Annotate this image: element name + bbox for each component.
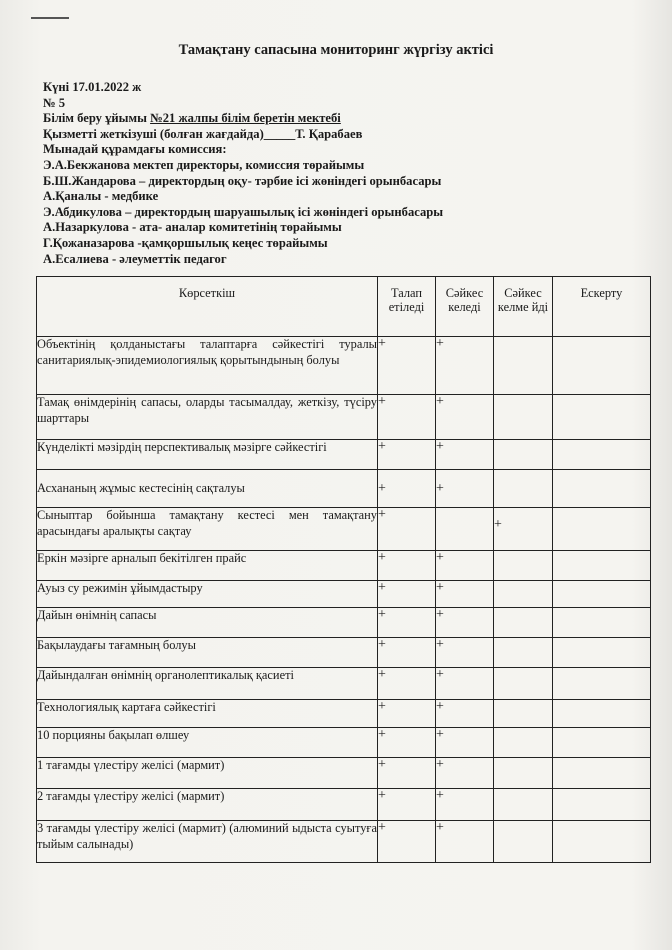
header-compliant: Сәйкес келеді (436, 277, 494, 337)
indicator-cell: Сыныптар бойынша тамақтану кестесі мен тамақтану арасындағы аралықты сақтау (37, 508, 378, 551)
scan-mark (31, 17, 69, 19)
noncompliant-cell (494, 789, 553, 821)
note-cell (553, 668, 651, 700)
indicator-cell: Еркін мәзірге арналып бекітілген прайс (37, 551, 378, 581)
institution-line (43, 111, 443, 127)
compliant-cell: + (436, 440, 494, 470)
header-required: Талап етіледі (378, 277, 436, 337)
note-cell (553, 789, 651, 821)
table-row (37, 608, 651, 638)
noncompliant-cell (494, 581, 553, 608)
compliant-cell: + (436, 789, 494, 821)
noncompliant-cell (494, 758, 553, 789)
required-cell: + (378, 395, 436, 440)
table-row (37, 551, 651, 581)
commission-member: Г.Қожаназарова -қамқоршылық кеңес төрайымы (43, 235, 328, 250)
noncompliant-cell (494, 395, 553, 440)
header-note: Ескерту (553, 277, 651, 337)
commission-member: Э.А.Бекжанова мектеп директоры, комиссия төрайымы (43, 157, 365, 172)
table-row (37, 337, 651, 395)
required-cell: + (378, 668, 436, 700)
compliant-cell (436, 508, 494, 551)
table-row (37, 440, 651, 470)
number-line: № 5 (43, 95, 66, 110)
noncompliant-cell (494, 551, 553, 581)
supplier-value: Т. Қарабаев (295, 126, 363, 141)
indicator-cell: Асхананың жұмыс кестесінің сақталуы (37, 470, 378, 508)
table-row (37, 668, 651, 700)
table-row (37, 758, 651, 789)
indicator-cell: 10 порцияны бақылап өлшеу (37, 728, 378, 758)
monitoring-table (36, 276, 651, 863)
commission-member: А.Қаналы - медбике (43, 189, 159, 204)
compliant-cell: + (436, 581, 494, 608)
table-row (37, 395, 651, 440)
header-noncompliant: Сәйкес келме йді (494, 277, 553, 337)
note-cell (553, 395, 651, 440)
table-row (37, 581, 651, 608)
document-title: Тамақтану сапасына мониторинг жүргізу актісі (178, 42, 494, 58)
commission-intro: Мынадай құрамдағы комиссия: (43, 142, 227, 157)
required-cell: + (378, 440, 436, 470)
compliant-cell: + (436, 700, 494, 728)
note-cell (553, 337, 651, 395)
required-cell: + (378, 337, 436, 395)
note-cell (553, 470, 651, 508)
table-row (37, 789, 651, 821)
note-cell (553, 638, 651, 668)
required-cell: + (378, 581, 436, 608)
act-header (43, 80, 443, 267)
note-cell (553, 440, 651, 470)
header-indicator: Көрсеткіш (37, 277, 378, 337)
noncompliant-cell (494, 608, 553, 638)
note-cell (553, 821, 651, 863)
indicator-cell: Ауыз су режимін ұйымдастыру (37, 581, 378, 608)
required-cell: + (378, 551, 436, 581)
noncompliant-cell (494, 638, 553, 668)
table-header-row (37, 277, 651, 337)
table-row (37, 728, 651, 758)
required-cell: + (378, 789, 436, 821)
commission-member: А.Есалиева - әлеуметтік педагог (43, 251, 227, 266)
indicator-cell: Бақылаудағы тағамның болуы (37, 638, 378, 668)
indicator-cell: 3 тағамды үлестіру желісі (мармит) (алюминий ыдыста суытуға тыйым салынады) (37, 821, 378, 863)
required-cell: + (378, 638, 436, 668)
compliant-cell: + (436, 337, 494, 395)
required-cell: + (378, 508, 436, 551)
indicator-cell: Тамақ өнімдерінің сапасы, оларды тасымалдау, жеткізу, түсіру шарттары (37, 395, 378, 440)
compliant-cell: + (436, 821, 494, 863)
note-cell (553, 551, 651, 581)
compliant-cell: + (436, 728, 494, 758)
commission-member: А.Назаркулова - ата- аналар комитетінің төрайымы (43, 220, 342, 235)
note-cell (553, 700, 651, 728)
indicator-cell: Технологиялық картаға сәйкестігі (37, 700, 378, 728)
table-row (37, 821, 651, 863)
table-row (37, 638, 651, 668)
required-cell: + (378, 608, 436, 638)
noncompliant-cell (494, 337, 553, 395)
compliant-cell: + (436, 470, 494, 508)
noncompliant-cell (494, 668, 553, 700)
indicator-cell: 2 тағамды үлестіру желісі (мармит) (37, 789, 378, 821)
required-cell: + (378, 700, 436, 728)
required-cell: + (378, 758, 436, 789)
compliant-cell: + (436, 668, 494, 700)
supplier-label: Қызметті жеткізуші (болған жағдайда) (43, 126, 264, 141)
supplier-line (43, 127, 443, 143)
compliant-cell: + (436, 608, 494, 638)
table-row (37, 700, 651, 728)
indicator-cell: 1 тағамды үлестіру желісі (мармит) (37, 758, 378, 789)
compliant-cell: + (436, 758, 494, 789)
compliant-cell: + (436, 551, 494, 581)
date-line: Күні 17.01.2022 ж (43, 80, 142, 94)
compliant-cell: + (436, 638, 494, 668)
indicator-cell: Күнделікті мәзірдің перспективалық мәзірге сәйкестігі (37, 440, 378, 470)
supplier-blank: _____ (263, 126, 296, 141)
noncompliant-cell (494, 700, 553, 728)
note-cell (553, 728, 651, 758)
institution-label: Білім беру ұйымы (43, 111, 147, 126)
required-cell: + (378, 470, 436, 508)
noncompliant-cell (494, 440, 553, 470)
required-cell: + (378, 821, 436, 863)
compliant-cell: + (436, 395, 494, 440)
table-row (37, 508, 651, 551)
note-cell (553, 581, 651, 608)
table-row (37, 470, 651, 508)
institution-value: №21 жалпы білім беретін мектебі (150, 111, 341, 126)
indicator-cell: Дайын өнімнің сапасы (37, 608, 378, 638)
note-cell (553, 508, 651, 551)
noncompliant-cell (494, 728, 553, 758)
indicator-cell: Объектінің қолданыстағы талаптарға сәйкестігі туралы санитариялық-эпидемиологиялық қорытындының болуы (37, 337, 378, 395)
commission-member: Э.Абдикулова – директордың шаруашылық ісі жөніндегі орынбасары (43, 204, 444, 219)
note-cell (553, 758, 651, 789)
commission-member: Б.Ш.Жандарова – директордың оқу- тәрбие ісі жөніндегі орынбасары (43, 173, 442, 188)
noncompliant-cell: + (494, 508, 553, 551)
required-cell: + (378, 728, 436, 758)
noncompliant-cell (494, 470, 553, 508)
noncompliant-cell (494, 821, 553, 863)
indicator-cell: Дайындалған өнімнің органолептикалық қасиеті (37, 668, 378, 700)
note-cell (553, 608, 651, 638)
